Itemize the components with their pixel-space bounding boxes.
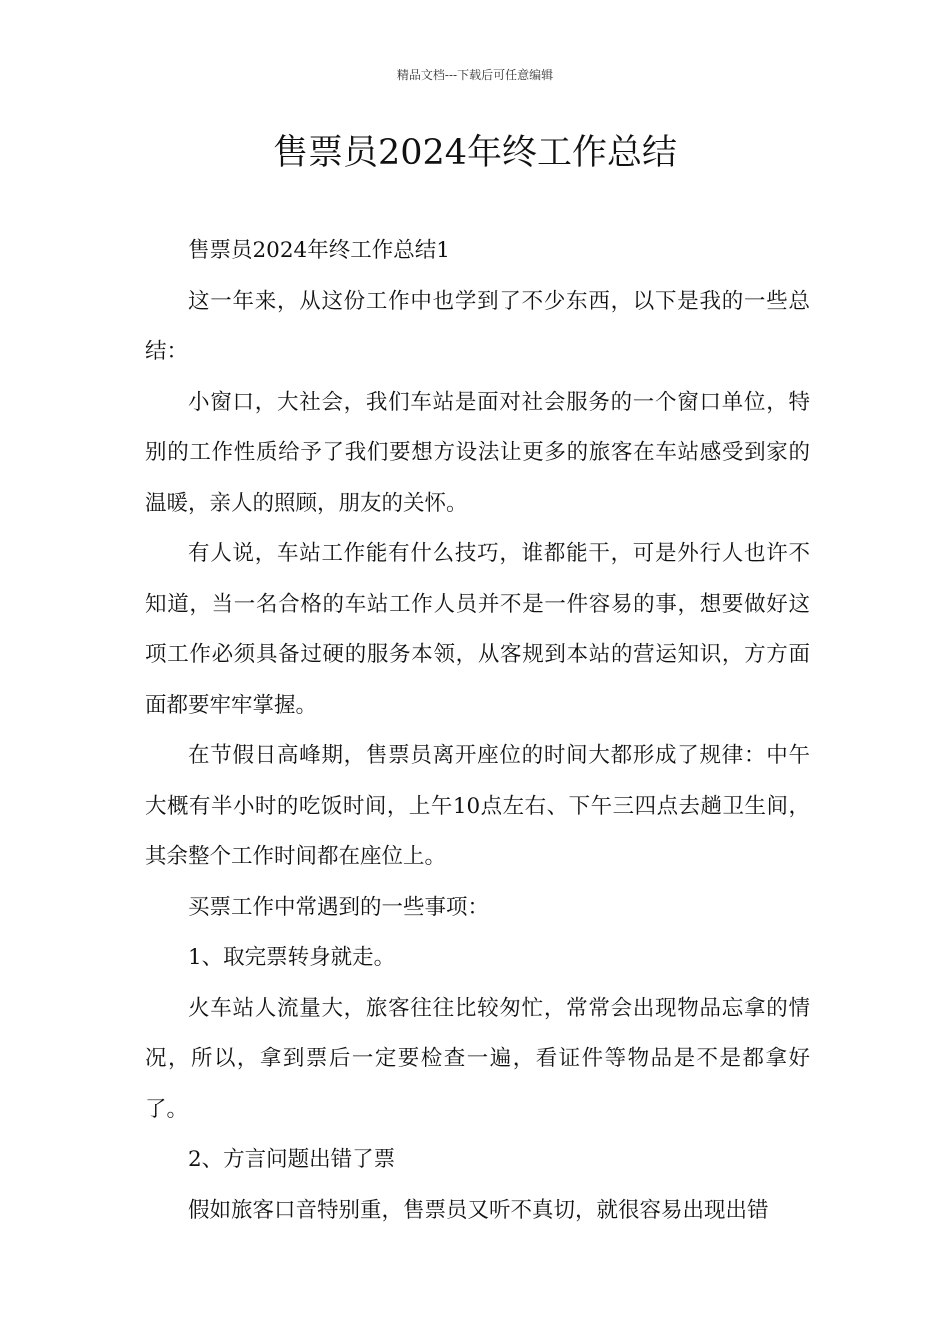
- paragraph-item-1-heading: 1、取完票转身就走。: [188, 945, 396, 970]
- paragraph-item-2-heading: 2、方言问题出错了票: [188, 1147, 396, 1172]
- paragraph-item-2-body: 假如旅客口音特别重，售票员又听不真切，就很容易出现出错: [188, 1197, 769, 1223]
- paragraph-small-window: 小窗口，大社会，我们车站是面对社会服务的一个窗口单位，特别的工作性质给予了我们要想方设法让更多的旅客在车站感受到家的温暖，亲人的照顾，朋友的关怀。: [145, 389, 810, 516]
- header-note: 精品文档---下载后可任意编辑: [396, 68, 554, 82]
- paragraph-skills: 有人说，车站工作能有什么技巧，谁都能干，可是外行人也许不知道，当一名合格的车站工作人员并不是一件容易的事，想要做好这项工作必须具备过硬的服务本领，从客规到本站的营运知识，方方面面都要牢牢掌握。: [145, 541, 810, 718]
- document-body: [145, 226, 810, 1236]
- paragraph-intro: 这一年来，从这份工作中也学到了不少东西，以下是我的一些总结：: [145, 288, 810, 364]
- paragraph-matters-heading: 买票工作中常遇到的一些事项：: [188, 894, 490, 920]
- document-title: 售票员2024年终工作总结: [272, 133, 678, 173]
- paragraph-subtitle: 售票员2024年终工作总结1: [188, 238, 450, 263]
- paragraph-item-1-body: 火车站人流量大，旅客往往比较匆忙，常常会出现物品忘拿的情况，所以，拿到票后一定要检查一遍，看证件等物品是不是都拿好了。: [145, 995, 810, 1122]
- paragraph-holiday: 在节假日高峰期，售票员离开座位的时间大都形成了规律：中午大概有半小时的吃饭时间，上午10点左右、下午三四点去趟卫生间，其余整个工作时间都在座位上。: [145, 743, 810, 869]
